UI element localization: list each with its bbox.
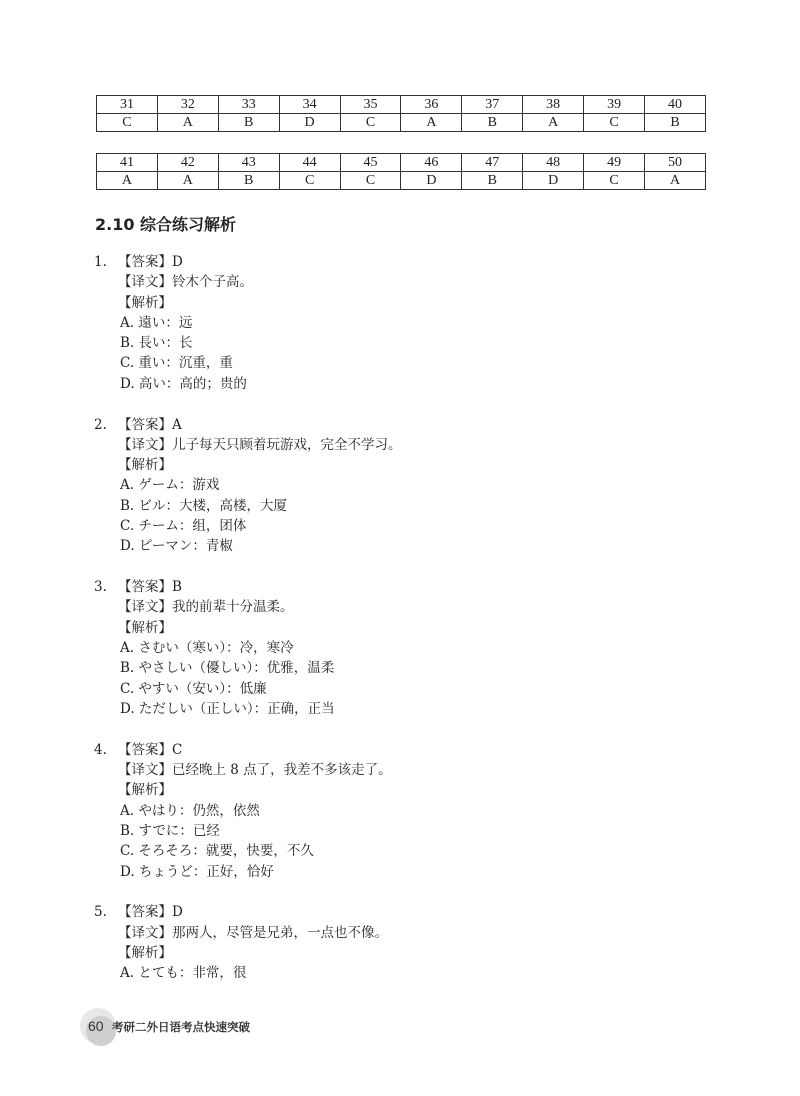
answer-label: 【答案】 [118, 416, 172, 433]
question-item [94, 577, 714, 719]
option: D. 高い：高的；贵的 [120, 375, 247, 392]
translation-text: 已经晚上 8 点了，我差不多该走了。 [172, 762, 392, 779]
table-cell: 44 [279, 154, 340, 172]
table-cell: 32 [157, 96, 218, 114]
answer-label: 【答案】 [118, 579, 172, 596]
table-cell: D [279, 114, 340, 132]
answer-label: 【答案】 [118, 741, 172, 758]
table-cell: A [157, 172, 218, 190]
table-cell: 42 [157, 154, 218, 172]
analysis-label: 【解析】 [118, 294, 172, 311]
question-body [94, 272, 714, 394]
option: A. 遠い：远 [120, 314, 193, 331]
table-cell: 40 [645, 96, 706, 114]
table-cell: A [157, 114, 218, 132]
table-cell: 49 [584, 154, 645, 172]
answer-line [94, 740, 714, 760]
question-body [94, 923, 714, 984]
table-cell: C [340, 114, 401, 132]
translation-text: 铃木个子高。 [172, 274, 253, 291]
translation-text: 那两人，尽管是兄弟，一点也不像。 [172, 924, 388, 941]
translation-label: 【译文】 [118, 436, 172, 453]
table-cell: 35 [340, 96, 401, 114]
question-list [94, 252, 714, 1004]
analysis-label: 【解析】 [118, 944, 172, 961]
option: B. すでに：已经 [120, 822, 220, 839]
book-title: 考研二外日语考点快速突破 [112, 1020, 250, 1034]
analysis-label: 【解析】 [118, 782, 172, 799]
question-item [94, 740, 714, 882]
table-cell: 43 [218, 154, 279, 172]
option: A. とても：非常，很 [120, 965, 247, 982]
translation-text: 我的前辈十分温柔。 [172, 599, 294, 616]
table-cell: A [97, 172, 158, 190]
translation-label: 【译文】 [118, 599, 172, 616]
answer-line [94, 415, 714, 435]
option: D. ちょうど：正好，恰好 [120, 863, 274, 880]
table-cell: 45 [340, 154, 401, 172]
question-body [94, 760, 714, 882]
table-cell: 48 [523, 154, 584, 172]
question-number: 2. [94, 416, 107, 433]
option: B. ビル：大楼，高楼，大厦 [120, 497, 288, 514]
question-body [94, 435, 714, 557]
option: B. 長い：长 [120, 335, 193, 352]
option: C. 重い：沉重，重 [120, 355, 233, 372]
translation-line [118, 597, 714, 617]
table-cell: 31 [97, 96, 158, 114]
question-number: 3. [94, 579, 107, 596]
answer-value: D [172, 904, 183, 921]
translation-label: 【译文】 [118, 924, 172, 941]
table-cell: 41 [97, 154, 158, 172]
answer-table-41-50 [96, 153, 706, 190]
answer-value: A [172, 416, 182, 433]
translation-label: 【译文】 [118, 762, 172, 779]
translation-line [118, 435, 714, 455]
question-item [94, 252, 714, 394]
translation-line [118, 923, 714, 943]
answer-line [94, 902, 714, 922]
table-cell: 38 [523, 96, 584, 114]
table-row-answers [97, 114, 706, 132]
answer-value: B [172, 579, 182, 596]
answer-line [94, 577, 714, 597]
table-cell: D [523, 172, 584, 190]
table-cell: 33 [218, 96, 279, 114]
option: C. そろそろ：就要，快要，不久 [120, 843, 314, 860]
option: C. チーム：组，团体 [120, 518, 247, 535]
question-number: 5. [94, 904, 107, 921]
table-row-answers [97, 172, 706, 190]
table-cell: A [401, 114, 462, 132]
translation-line [118, 760, 714, 780]
page-footer [80, 1008, 400, 1048]
answer-line [94, 252, 714, 272]
table-cell: 36 [401, 96, 462, 114]
question-body [94, 597, 714, 719]
table-cell: B [218, 114, 279, 132]
table-cell: 50 [645, 154, 706, 172]
question-item [94, 902, 714, 983]
table-cell: 37 [462, 96, 523, 114]
table-cell: C [279, 172, 340, 190]
table-cell: B [218, 172, 279, 190]
table-row-numbers [97, 96, 706, 114]
answer-value: D [172, 254, 183, 270]
question-number: 1. [94, 254, 107, 270]
option: B. やさしい（優しい）：优雅，温柔 [120, 660, 335, 677]
answer-label: 【答案】 [118, 904, 172, 921]
analysis-label: 【解析】 [118, 457, 172, 474]
table-cell: D [401, 172, 462, 190]
option: A. さむい（寒い）：冷，寒冷 [120, 640, 294, 657]
option: D. ただしい（正しい）：正确，正当 [120, 700, 335, 717]
table-cell: B [645, 114, 706, 132]
translation-label: 【译文】 [118, 274, 172, 291]
question-number: 4. [94, 741, 107, 758]
table-cell: C [340, 172, 401, 190]
option: A. ゲーム：游戏 [120, 477, 220, 494]
page-number: 60 [88, 1018, 104, 1034]
table-cell: A [523, 114, 584, 132]
table-cell: 46 [401, 154, 462, 172]
table-cell: C [584, 114, 645, 132]
answer-label: 【答案】 [118, 254, 172, 270]
option: D. ピーマン：青椒 [120, 538, 233, 555]
table-cell: A [645, 172, 706, 190]
table-row-numbers [97, 154, 706, 172]
option: C. やすい（安い）：低廉 [120, 680, 267, 697]
question-item [94, 415, 714, 557]
table-cell: 47 [462, 154, 523, 172]
translation-line [118, 272, 714, 292]
answer-table-31-40 [96, 95, 706, 132]
table-cell: 34 [279, 96, 340, 114]
table-cell: C [584, 172, 645, 190]
table-cell: C [97, 114, 158, 132]
option: A. やはり：仍然，依然 [120, 802, 260, 819]
table-cell: 39 [584, 96, 645, 114]
analysis-label: 【解析】 [118, 619, 172, 636]
answer-value: C [172, 741, 183, 758]
table-cell: B [462, 114, 523, 132]
translation-text: 儿子每天只顾着玩游戏，完全不学习。 [172, 436, 402, 453]
section-title: 2.10 综合练习解析 [95, 215, 237, 234]
table-cell: B [462, 172, 523, 190]
